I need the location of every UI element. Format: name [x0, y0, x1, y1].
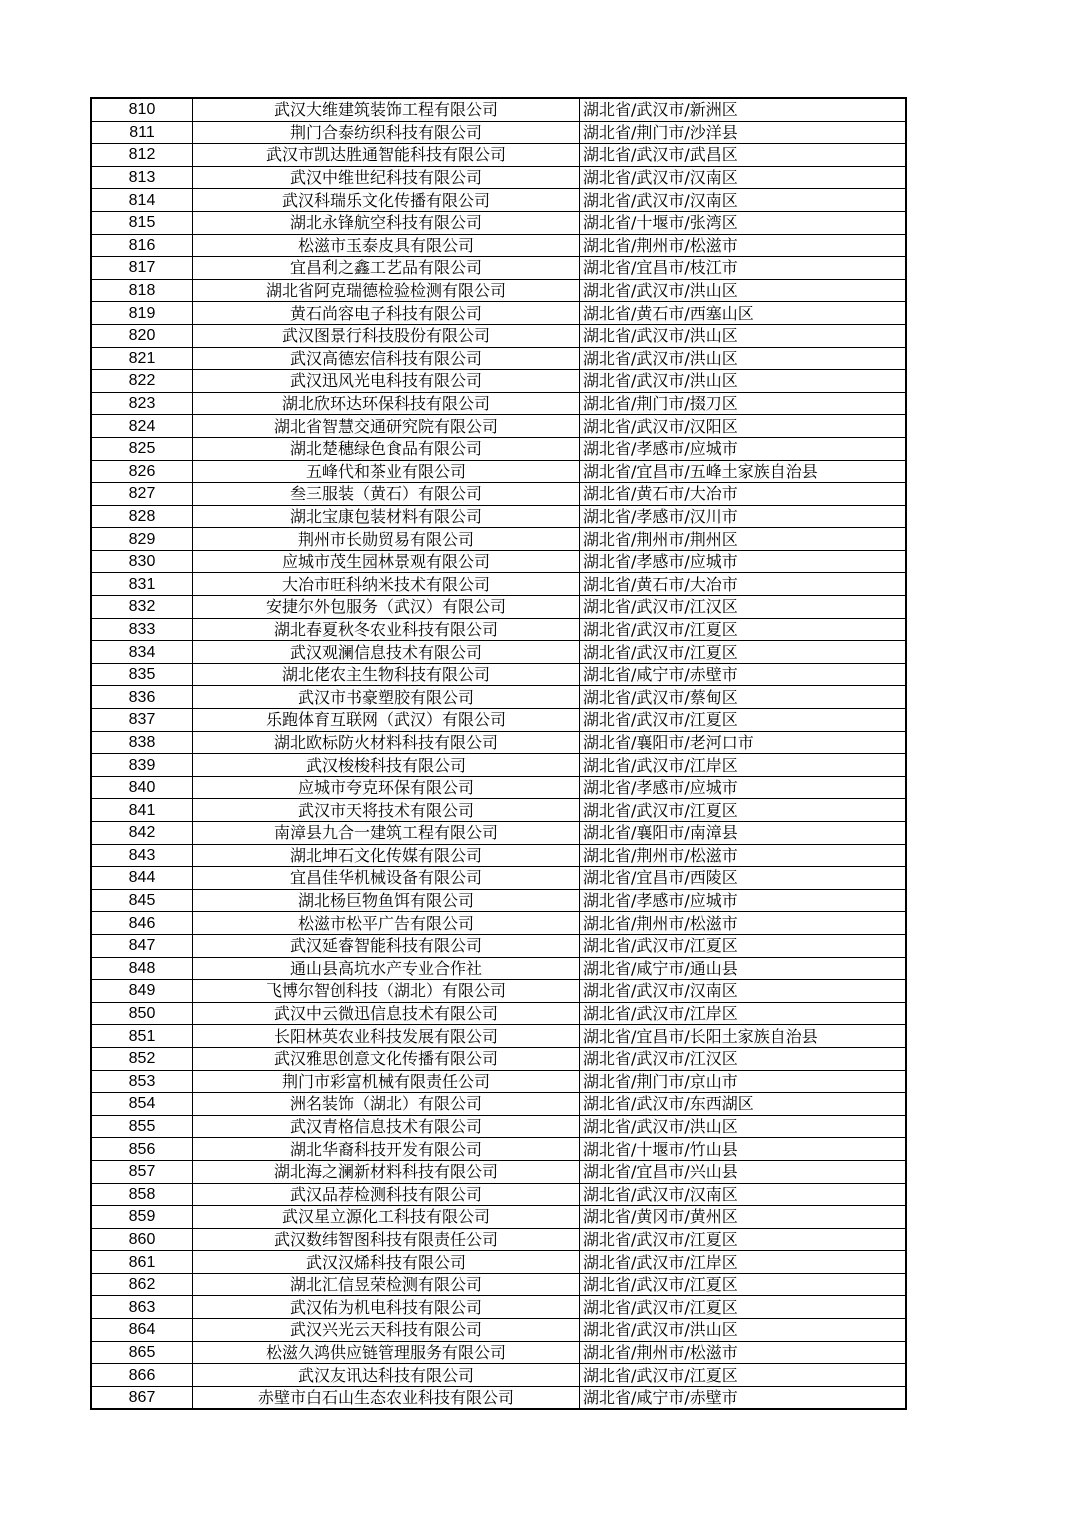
- region-cell: 湖北省/孝感市/应城市: [580, 776, 907, 799]
- table-row: [91, 1002, 906, 1025]
- region-cell: 湖北省/荆门市/掇刀区: [580, 392, 907, 415]
- region-cell: 湖北省/武汉市/江夏区: [580, 618, 907, 641]
- region-cell: 湖北省/襄阳市/南漳县: [580, 822, 907, 845]
- company-name-cell: 荆州市长勋贸易有限公司: [193, 528, 580, 551]
- row-number-cell: 814: [91, 189, 193, 212]
- row-number-cell: 862: [91, 1273, 193, 1296]
- row-number-cell: 844: [91, 867, 193, 890]
- region-cell: 湖北省/武汉市/洪山区: [580, 1319, 907, 1342]
- table-row: [91, 257, 906, 280]
- region-cell: 湖北省/荆州市/松滋市: [580, 234, 907, 257]
- table-row: [91, 189, 906, 212]
- table-row: [91, 1364, 906, 1387]
- company-name-cell: 武汉汉烯科技有限公司: [193, 1251, 580, 1274]
- table-row: [91, 596, 906, 619]
- company-name-cell: 武汉观澜信息技术有限公司: [193, 641, 580, 664]
- table-row: [91, 121, 906, 144]
- row-number-cell: 832: [91, 596, 193, 619]
- row-number-cell: 867: [91, 1386, 193, 1409]
- region-cell: 湖北省/荆州市/松滋市: [580, 912, 907, 935]
- region-cell: 湖北省/孝感市/应城市: [580, 437, 907, 460]
- company-name-cell: 赤壁市白石山生态农业科技有限公司: [193, 1386, 580, 1409]
- region-cell: 湖北省/武汉市/洪山区: [580, 279, 907, 302]
- row-number-cell: 847: [91, 934, 193, 957]
- row-number-cell: 850: [91, 1002, 193, 1025]
- table-row: [91, 1206, 906, 1229]
- table-body: [91, 98, 906, 1409]
- table-row: [91, 844, 906, 867]
- table-row: [91, 663, 906, 686]
- region-cell: 湖北省/宜昌市/兴山县: [580, 1160, 907, 1183]
- table-row: [91, 754, 906, 777]
- company-name-cell: 湖北华裔科技开发有限公司: [193, 1138, 580, 1161]
- company-name-cell: 湖北欧标防火材料科技有限公司: [193, 731, 580, 754]
- row-number-cell: 815: [91, 211, 193, 234]
- company-name-cell: 松滋久鸿供应链管理服务有限公司: [193, 1341, 580, 1364]
- table-row: [91, 279, 906, 302]
- table-row: [91, 392, 906, 415]
- company-name-cell: 叁三服装（黄石）有限公司: [193, 483, 580, 506]
- company-name-cell: 武汉高德宏信科技有限公司: [193, 347, 580, 370]
- table-row: [91, 144, 906, 167]
- row-number-cell: 838: [91, 731, 193, 754]
- table-row: [91, 166, 906, 189]
- row-number-cell: 818: [91, 279, 193, 302]
- row-number-cell: 834: [91, 641, 193, 664]
- row-number-cell: 826: [91, 460, 193, 483]
- region-cell: 湖北省/黄石市/大冶市: [580, 573, 907, 596]
- company-name-cell: 湖北永锋航空科技有限公司: [193, 211, 580, 234]
- company-name-cell: 武汉中维世纪科技有限公司: [193, 166, 580, 189]
- row-number-cell: 866: [91, 1364, 193, 1387]
- company-name-cell: 湖北省智慧交通研究院有限公司: [193, 415, 580, 438]
- region-cell: 湖北省/武汉市/汉南区: [580, 189, 907, 212]
- company-name-cell: 南漳县九合一建筑工程有限公司: [193, 822, 580, 845]
- row-number-cell: 828: [91, 505, 193, 528]
- region-cell: 湖北省/武汉市/武昌区: [580, 144, 907, 167]
- row-number-cell: 839: [91, 754, 193, 777]
- company-name-cell: 武汉星立源化工科技有限公司: [193, 1206, 580, 1229]
- company-name-cell: 长阳林英农业科技发展有限公司: [193, 1025, 580, 1048]
- region-cell: 湖北省/武汉市/江夏区: [580, 1273, 907, 1296]
- row-number-cell: 857: [91, 1160, 193, 1183]
- region-cell: 湖北省/荆州市/松滋市: [580, 844, 907, 867]
- table-row: [91, 528, 906, 551]
- region-cell: 湖北省/荆门市/京山市: [580, 1070, 907, 1093]
- table-row: [91, 211, 906, 234]
- region-cell: 湖北省/咸宁市/通山县: [580, 957, 907, 980]
- region-cell: 湖北省/咸宁市/赤壁市: [580, 1386, 907, 1409]
- row-number-cell: 827: [91, 483, 193, 506]
- company-name-cell: 洲名装饰（湖北）有限公司: [193, 1093, 580, 1116]
- region-cell: 湖北省/武汉市/江夏区: [580, 799, 907, 822]
- company-name-cell: 松滋市松平广告有限公司: [193, 912, 580, 935]
- region-cell: 湖北省/武汉市/江夏区: [580, 709, 907, 732]
- region-cell: 湖北省/武汉市/蔡甸区: [580, 686, 907, 709]
- row-number-cell: 852: [91, 1047, 193, 1070]
- region-cell: 湖北省/武汉市/江夏区: [580, 641, 907, 664]
- table-row: [91, 234, 906, 257]
- company-name-cell: 荆门市彩富机械有限责任公司: [193, 1070, 580, 1093]
- row-number-cell: 811: [91, 121, 193, 144]
- company-name-cell: 湖北佬农主生物科技有限公司: [193, 663, 580, 686]
- region-cell: 湖北省/武汉市/新洲区: [580, 98, 907, 121]
- table-row: [91, 799, 906, 822]
- row-number-cell: 846: [91, 912, 193, 935]
- table-row: [91, 1138, 906, 1161]
- row-number-cell: 865: [91, 1341, 193, 1364]
- table-row: [91, 1319, 906, 1342]
- row-number-cell: 823: [91, 392, 193, 415]
- company-name-cell: 宜昌利之鑫工艺品有限公司: [193, 257, 580, 280]
- company-name-cell: 武汉市天将技术有限公司: [193, 799, 580, 822]
- table-row: [91, 641, 906, 664]
- table-row: [91, 1228, 906, 1251]
- table-row: [91, 1160, 906, 1183]
- row-number-cell: 810: [91, 98, 193, 121]
- company-name-cell: 黄石尚容电子科技有限公司: [193, 302, 580, 325]
- row-number-cell: 813: [91, 166, 193, 189]
- company-name-cell: 湖北楚穗绿色食品有限公司: [193, 437, 580, 460]
- row-number-cell: 816: [91, 234, 193, 257]
- company-name-cell: 湖北杨巨物鱼饵有限公司: [193, 889, 580, 912]
- region-cell: 湖北省/宜昌市/五峰土家族自治县: [580, 460, 907, 483]
- company-name-cell: 武汉图景行科技股份有限公司: [193, 324, 580, 347]
- region-cell: 湖北省/荆州市/松滋市: [580, 1341, 907, 1364]
- region-cell: 湖北省/武汉市/江岸区: [580, 1251, 907, 1274]
- table-row: [91, 550, 906, 573]
- region-cell: 湖北省/武汉市/洪山区: [580, 370, 907, 393]
- company-name-cell: 湖北宝康包装材料有限公司: [193, 505, 580, 528]
- table-row: [91, 912, 906, 935]
- table-row: [91, 460, 906, 483]
- company-name-cell: 武汉友讯达科技有限公司: [193, 1364, 580, 1387]
- row-number-cell: 854: [91, 1093, 193, 1116]
- table-row: [91, 437, 906, 460]
- row-number-cell: 860: [91, 1228, 193, 1251]
- company-name-cell: 通山县高坑水产专业合作社: [193, 957, 580, 980]
- row-number-cell: 836: [91, 686, 193, 709]
- company-name-cell: 宜昌佳华机械设备有限公司: [193, 867, 580, 890]
- table-row: [91, 934, 906, 957]
- region-cell: 湖北省/荆门市/沙洋县: [580, 121, 907, 144]
- region-cell: 湖北省/咸宁市/赤壁市: [580, 663, 907, 686]
- region-cell: 湖北省/宜昌市/长阳土家族自治县: [580, 1025, 907, 1048]
- region-cell: 湖北省/武汉市/江汉区: [580, 596, 907, 619]
- company-name-cell: 武汉中云微迅信息技术有限公司: [193, 1002, 580, 1025]
- row-number-cell: 851: [91, 1025, 193, 1048]
- table-row: [91, 1025, 906, 1048]
- row-number-cell: 819: [91, 302, 193, 325]
- row-number-cell: 843: [91, 844, 193, 867]
- region-cell: 湖北省/孝感市/应城市: [580, 889, 907, 912]
- row-number-cell: 829: [91, 528, 193, 551]
- region-cell: 湖北省/武汉市/洪山区: [580, 1115, 907, 1138]
- company-list-table: [90, 97, 907, 1410]
- region-cell: 湖北省/十堰市/竹山县: [580, 1138, 907, 1161]
- region-cell: 湖北省/武汉市/汉南区: [580, 1183, 907, 1206]
- company-name-cell: 五峰代和茶业有限公司: [193, 460, 580, 483]
- company-name-cell: 武汉品荐检测科技有限公司: [193, 1183, 580, 1206]
- table-row: [91, 415, 906, 438]
- row-number-cell: 835: [91, 663, 193, 686]
- company-name-cell: 武汉兴光云天科技有限公司: [193, 1319, 580, 1342]
- company-name-cell: 应城市夸克环保有限公司: [193, 776, 580, 799]
- row-number-cell: 863: [91, 1296, 193, 1319]
- region-cell: 湖北省/黄石市/西塞山区: [580, 302, 907, 325]
- row-number-cell: 848: [91, 957, 193, 980]
- table-row: [91, 822, 906, 845]
- region-cell: 湖北省/宜昌市/西陵区: [580, 867, 907, 890]
- region-cell: 湖北省/黄冈市/黄州区: [580, 1206, 907, 1229]
- table-row: [91, 573, 906, 596]
- table-row: [91, 1341, 906, 1364]
- company-name-cell: 武汉科瑞乐文化传播有限公司: [193, 189, 580, 212]
- region-cell: 湖北省/武汉市/江夏区: [580, 1228, 907, 1251]
- table-row: [91, 889, 906, 912]
- region-cell: 湖北省/黄石市/大冶市: [580, 483, 907, 506]
- company-name-cell: 应城市茂生园林景观有限公司: [193, 550, 580, 573]
- row-number-cell: 824: [91, 415, 193, 438]
- region-cell: 湖北省/武汉市/江夏区: [580, 1296, 907, 1319]
- table-row: [91, 324, 906, 347]
- table-row: [91, 98, 906, 121]
- company-name-cell: 武汉青格信息技术有限公司: [193, 1115, 580, 1138]
- company-name-cell: 武汉数纬智图科技有限责任公司: [193, 1228, 580, 1251]
- row-number-cell: 842: [91, 822, 193, 845]
- table-row: [91, 1115, 906, 1138]
- company-name-cell: 乐跑体育互联网（武汉）有限公司: [193, 709, 580, 732]
- company-name-cell: 安捷尔外包服务（武汉）有限公司: [193, 596, 580, 619]
- row-number-cell: 825: [91, 437, 193, 460]
- company-name-cell: 武汉市凯达胜通智能科技有限公司: [193, 144, 580, 167]
- table-row: [91, 1070, 906, 1093]
- table-row: [91, 776, 906, 799]
- table-row: [91, 1296, 906, 1319]
- row-number-cell: 864: [91, 1319, 193, 1342]
- company-name-cell: 松滋市玉泰皮具有限公司: [193, 234, 580, 257]
- company-name-cell: 湖北省阿克瑞德检验检测有限公司: [193, 279, 580, 302]
- table-row: [91, 957, 906, 980]
- table-row: [91, 1183, 906, 1206]
- row-number-cell: 830: [91, 550, 193, 573]
- table-row: [91, 1093, 906, 1116]
- row-number-cell: 821: [91, 347, 193, 370]
- table-row: [91, 347, 906, 370]
- region-cell: 湖北省/宜昌市/枝江市: [580, 257, 907, 280]
- row-number-cell: 859: [91, 1206, 193, 1229]
- table-row: [91, 618, 906, 641]
- table-row: [91, 731, 906, 754]
- row-number-cell: 837: [91, 709, 193, 732]
- region-cell: 湖北省/孝感市/应城市: [580, 550, 907, 573]
- company-name-cell: 湖北欣环达环保科技有限公司: [193, 392, 580, 415]
- company-name-cell: 湖北汇信昱荣检测有限公司: [193, 1273, 580, 1296]
- table-row: [91, 505, 906, 528]
- row-number-cell: 833: [91, 618, 193, 641]
- table-row: [91, 686, 906, 709]
- row-number-cell: 840: [91, 776, 193, 799]
- row-number-cell: 858: [91, 1183, 193, 1206]
- region-cell: 湖北省/武汉市/东西湖区: [580, 1093, 907, 1116]
- region-cell: 湖北省/武汉市/江岸区: [580, 754, 907, 777]
- company-name-cell: 湖北坤石文化传媒有限公司: [193, 844, 580, 867]
- company-name-cell: 武汉延睿智能科技有限公司: [193, 934, 580, 957]
- row-number-cell: 822: [91, 370, 193, 393]
- row-number-cell: 855: [91, 1115, 193, 1138]
- row-number-cell: 817: [91, 257, 193, 280]
- row-number-cell: 853: [91, 1070, 193, 1093]
- region-cell: 湖北省/武汉市/洪山区: [580, 347, 907, 370]
- company-name-cell: 武汉市书豪塑胶有限公司: [193, 686, 580, 709]
- region-cell: 湖北省/荆州市/荆州区: [580, 528, 907, 551]
- row-number-cell: 856: [91, 1138, 193, 1161]
- region-cell: 湖北省/武汉市/汉南区: [580, 980, 907, 1003]
- row-number-cell: 812: [91, 144, 193, 167]
- region-cell: 湖北省/武汉市/江岸区: [580, 1002, 907, 1025]
- company-name-cell: 武汉佑为机电科技有限公司: [193, 1296, 580, 1319]
- company-name-cell: 湖北海之澜新材料科技有限公司: [193, 1160, 580, 1183]
- table-row: [91, 1251, 906, 1274]
- company-name-cell: 武汉梭梭科技有限公司: [193, 754, 580, 777]
- company-name-cell: 大冶市旺科纳米技术有限公司: [193, 573, 580, 596]
- table-row: [91, 867, 906, 890]
- row-number-cell: 841: [91, 799, 193, 822]
- region-cell: 湖北省/十堰市/张湾区: [580, 211, 907, 234]
- region-cell: 湖北省/武汉市/汉南区: [580, 166, 907, 189]
- table-row: [91, 980, 906, 1003]
- region-cell: 湖北省/武汉市/洪山区: [580, 324, 907, 347]
- company-name-cell: 荆门合泰纺织科技有限公司: [193, 121, 580, 144]
- row-number-cell: 861: [91, 1251, 193, 1274]
- table-row: [91, 1047, 906, 1070]
- region-cell: 湖北省/武汉市/江夏区: [580, 934, 907, 957]
- table-row: [91, 1386, 906, 1409]
- row-number-cell: 820: [91, 324, 193, 347]
- table-row: [91, 370, 906, 393]
- region-cell: 湖北省/襄阳市/老河口市: [580, 731, 907, 754]
- region-cell: 湖北省/武汉市/汉阳区: [580, 415, 907, 438]
- region-cell: 湖北省/武汉市/江汉区: [580, 1047, 907, 1070]
- row-number-cell: 845: [91, 889, 193, 912]
- company-name-cell: 武汉大维建筑装饰工程有限公司: [193, 98, 580, 121]
- company-name-cell: 武汉迅风光电科技有限公司: [193, 370, 580, 393]
- row-number-cell: 849: [91, 980, 193, 1003]
- company-name-cell: 湖北春夏秋冬农业科技有限公司: [193, 618, 580, 641]
- row-number-cell: 831: [91, 573, 193, 596]
- region-cell: 湖北省/孝感市/汉川市: [580, 505, 907, 528]
- table-row: [91, 1273, 906, 1296]
- company-name-cell: 武汉雅思创意文化传播有限公司: [193, 1047, 580, 1070]
- table-row: [91, 302, 906, 325]
- table-row: [91, 709, 906, 732]
- company-name-cell: 飞博尔智创科技（湖北）有限公司: [193, 980, 580, 1003]
- region-cell: 湖北省/武汉市/江夏区: [580, 1364, 907, 1387]
- table-row: [91, 483, 906, 506]
